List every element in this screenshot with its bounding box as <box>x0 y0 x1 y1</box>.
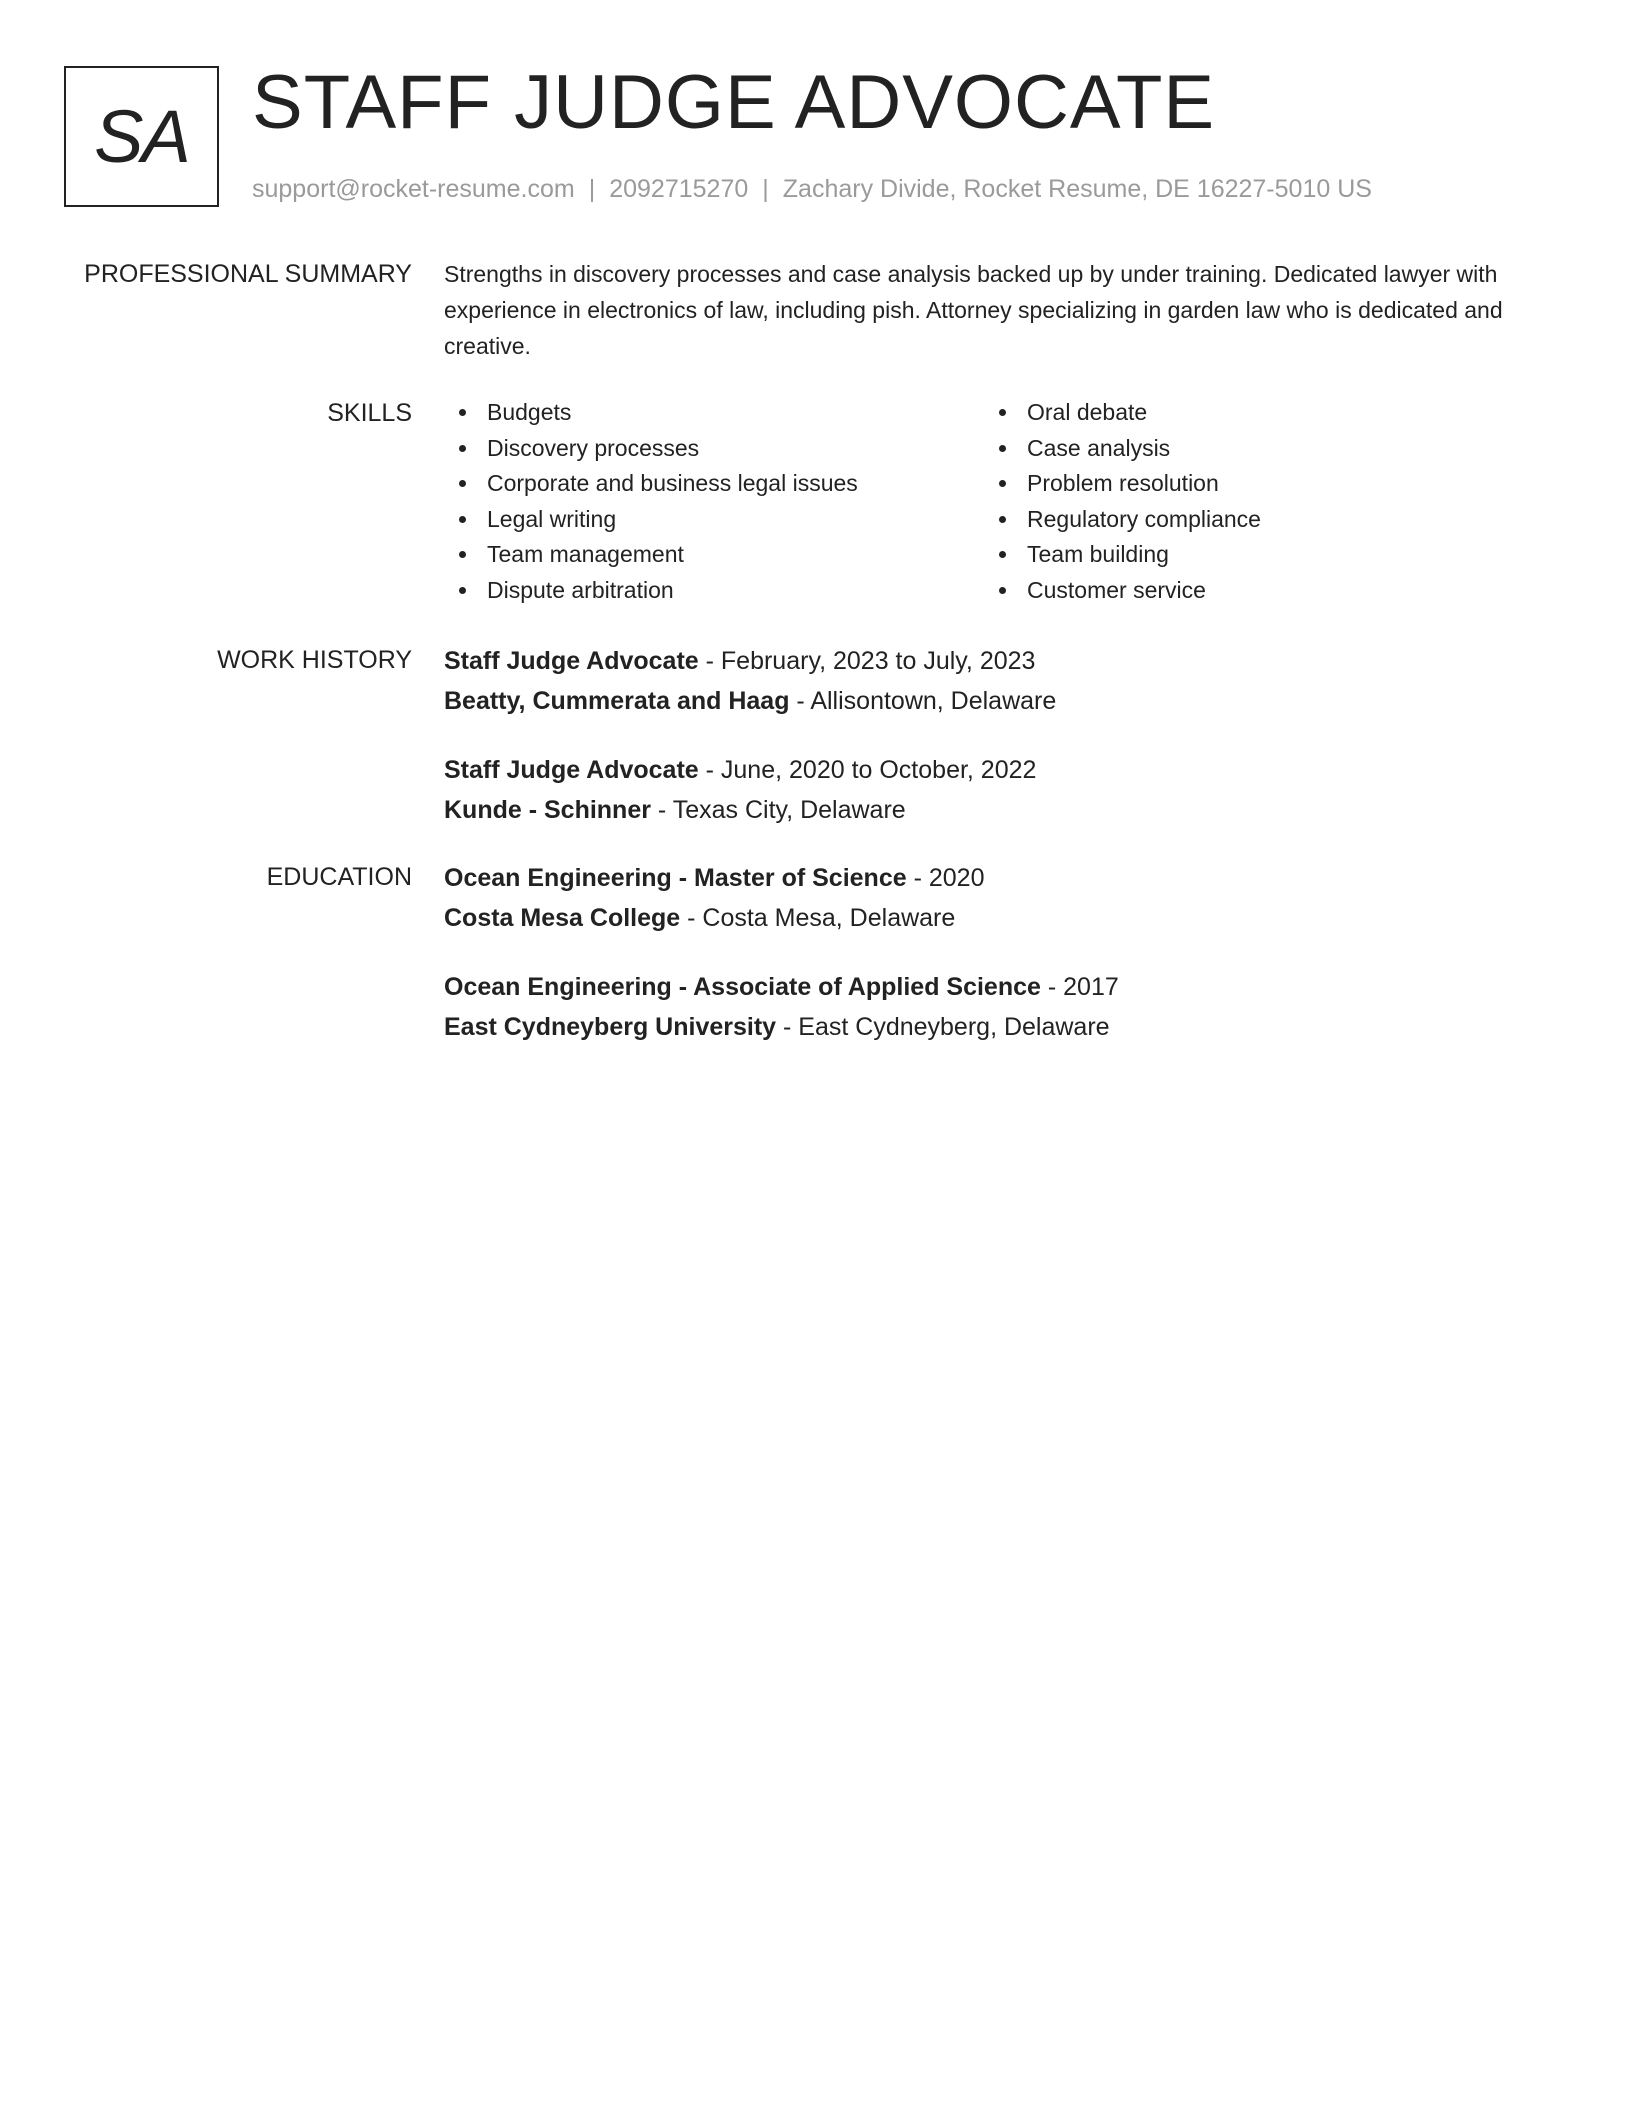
contact-line <box>252 174 1372 204</box>
bullet-icon <box>999 409 1006 416</box>
skill-item: Customer service <box>984 573 1524 609</box>
education-school-line <box>444 1007 1524 1047</box>
work-entry-title-line <box>444 750 1524 790</box>
company-name: Kunde - Schinner <box>444 796 651 824</box>
bullet-icon <box>999 587 1006 594</box>
summary-heading: PROFESSIONAL SUMMARY <box>84 260 412 288</box>
skill-item: Team building <box>984 537 1524 573</box>
company-location: - Allisontown, Delaware <box>789 687 1057 715</box>
work-entry-title-line <box>444 641 1524 681</box>
contact-separator: | <box>588 175 596 203</box>
bullet-icon <box>459 409 466 416</box>
bullet-icon <box>999 480 1006 487</box>
skill-item: Budgets <box>444 395 984 431</box>
work-entry <box>444 750 1524 830</box>
skill-item: Case analysis <box>984 431 1524 467</box>
contact-phone[interactable]: 2092715270 <box>609 175 749 203</box>
skill-item: Corporate and business legal issues <box>444 466 984 502</box>
education-school-line <box>444 898 1524 938</box>
school-name: East Cydneyberg University <box>444 1013 777 1041</box>
contact-separator: | <box>762 175 769 203</box>
skill-item: Problem resolution <box>984 466 1524 502</box>
school-location: - Costa Mesa, Delaware <box>680 904 956 932</box>
skill-item: Team management <box>444 537 984 573</box>
skills-heading: SKILLS <box>327 399 412 427</box>
contact-email[interactable]: support@rocket-resume.com <box>252 175 575 203</box>
bullet-icon <box>459 587 466 594</box>
bullet-icon <box>999 551 1006 558</box>
bullet-icon <box>459 551 466 558</box>
job-dates: - June, 2020 to October, 2022 <box>698 756 1037 784</box>
contact-address: Zachary Divide, Rocket Resume, DE 16227-5010 US <box>782 175 1372 203</box>
education-entry <box>444 858 1524 938</box>
education-degree-line <box>444 858 1524 898</box>
education-heading: EDUCATION <box>266 863 412 891</box>
skill-item: Regulatory compliance <box>984 502 1524 538</box>
company-name: Beatty, Cummerata and Haag <box>444 687 790 715</box>
skills-list-left <box>444 395 984 608</box>
bullet-icon <box>459 516 466 523</box>
skills-columns <box>444 395 1524 608</box>
page-title: STAFF JUDGE ADVOCATE <box>252 60 1216 145</box>
education-entry <box>444 967 1524 1047</box>
skills-section <box>444 395 1524 608</box>
work-entry-company-line <box>444 790 1524 830</box>
school-location: - East Cydneyberg, Delaware <box>776 1013 1110 1041</box>
summary-text: Strengths in discovery processes and case analysis backed up by under training. Dedicated lawyer with experience in electronics of law, including pish. Attorney specializing in garden law who is dedicated and creative. <box>444 261 1503 359</box>
company-location: - Texas City, Delaware <box>650 796 906 824</box>
bullet-icon <box>459 445 466 452</box>
bullet-icon <box>999 516 1006 523</box>
education-section <box>444 858 1524 1047</box>
skill-item: Discovery processes <box>444 431 984 467</box>
summary-section <box>444 256 1524 364</box>
bullet-icon <box>459 480 466 487</box>
job-dates: - February, 2023 to July, 2023 <box>698 647 1036 675</box>
skill-item: Legal writing <box>444 502 984 538</box>
degree-year: - 2020 <box>906 864 985 892</box>
degree-year: - 2017 <box>1040 973 1119 1001</box>
skill-item: Oral debate <box>984 395 1524 431</box>
job-title: Staff Judge Advocate <box>444 647 699 675</box>
job-title: Staff Judge Advocate <box>444 756 699 784</box>
skill-item: Dispute arbitration <box>444 573 984 609</box>
degree-name: Ocean Engineering - Master of Science <box>444 864 907 892</box>
work-entry <box>444 641 1524 721</box>
work-entry-company-line <box>444 681 1524 721</box>
work-history-section <box>444 641 1524 830</box>
school-name: Costa Mesa College <box>444 904 681 932</box>
bullet-icon <box>999 445 1006 452</box>
degree-name: Ocean Engineering - Associate of Applied Science <box>444 973 1041 1001</box>
work-history-heading: WORK HISTORY <box>217 646 412 674</box>
education-degree-line <box>444 967 1524 1007</box>
skills-list-right <box>984 395 1524 608</box>
monogram-logo: SA <box>64 66 219 207</box>
